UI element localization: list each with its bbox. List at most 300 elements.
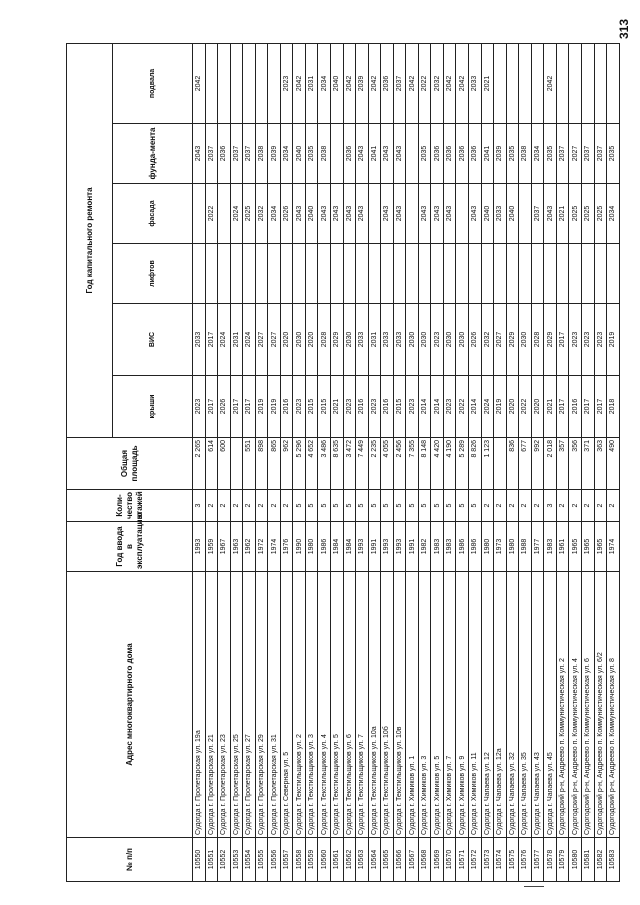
cell-facade bbox=[193, 184, 206, 244]
cell-vis: 2033 bbox=[381, 304, 394, 376]
header-facade: фасада bbox=[113, 184, 193, 244]
cell-basement bbox=[531, 43, 544, 123]
cell-roof: 2018 bbox=[607, 376, 620, 438]
cell-address: Судогда г. Текстильщиков ул. 6 bbox=[343, 572, 356, 838]
cell-year-built: 1986 bbox=[318, 522, 331, 572]
cell-no: 10579 bbox=[556, 838, 569, 882]
table-row bbox=[205, 43, 218, 881]
cell-area: 8 826 bbox=[469, 438, 482, 490]
cell-foundation: 2034 bbox=[280, 124, 293, 184]
cell-area: 4 652 bbox=[305, 438, 318, 490]
cell-no: 10572 bbox=[469, 838, 482, 882]
cell-roof: 2023 bbox=[343, 376, 356, 438]
cell-address: Судогда г. Химиков ул. 3 bbox=[418, 572, 431, 838]
cell-no: 10580 bbox=[569, 838, 582, 882]
cell-floors: 2 bbox=[280, 490, 293, 522]
cell-roof: 2022 bbox=[456, 376, 469, 438]
cell-roof: 2024 bbox=[481, 376, 494, 438]
cell-roof: 2023 bbox=[368, 376, 381, 438]
cell-basement: 2039 bbox=[356, 43, 369, 123]
cell-elevators bbox=[569, 244, 582, 304]
cell-area: 4 190 bbox=[443, 438, 456, 490]
cell-no: 10555 bbox=[255, 838, 268, 882]
table-row bbox=[331, 43, 344, 881]
cell-area: 2 456 bbox=[393, 438, 406, 490]
cell-elevators bbox=[556, 244, 569, 304]
cell-no: 10577 bbox=[531, 838, 544, 882]
cell-floors: 2 bbox=[569, 490, 582, 522]
table-row bbox=[268, 43, 281, 881]
cell-basement: 2023 bbox=[280, 43, 293, 123]
cell-year-built: 1993 bbox=[193, 522, 206, 572]
cell-no: 10570 bbox=[443, 838, 456, 882]
cell-vis: 2024 bbox=[218, 304, 231, 376]
cell-vis: 2033 bbox=[193, 304, 206, 376]
cell-facade: 2026 bbox=[280, 184, 293, 244]
cell-year-built: 1993 bbox=[381, 522, 394, 572]
table-row bbox=[381, 43, 394, 881]
cell-roof: 2026 bbox=[218, 376, 231, 438]
cell-elevators bbox=[293, 244, 306, 304]
cell-area: 5 289 bbox=[456, 438, 469, 490]
table-row bbox=[356, 43, 369, 881]
cell-elevators bbox=[343, 244, 356, 304]
cell-no: 10556 bbox=[268, 838, 281, 882]
cell-foundation: 2037 bbox=[594, 124, 607, 184]
cell-vis: 2030 bbox=[406, 304, 419, 376]
cell-floors: 2 bbox=[255, 490, 268, 522]
cell-address: Судогда г. Чапаева ул. 12 bbox=[481, 572, 494, 838]
cell-vis: 2030 bbox=[443, 304, 456, 376]
cell-floors: 5 bbox=[431, 490, 444, 522]
cell-vis: 2019 bbox=[607, 304, 620, 376]
cell-year-built: 1984 bbox=[331, 522, 344, 572]
cell-facade: 2021 bbox=[556, 184, 569, 244]
cell-address: Судогда г. Текстильщиков ул. 4 bbox=[318, 572, 331, 838]
cell-roof: 2021 bbox=[544, 376, 557, 438]
cell-no: 10566 bbox=[393, 838, 406, 882]
cell-vis: 2023 bbox=[581, 304, 594, 376]
cell-roof: 2022 bbox=[519, 376, 532, 438]
cell-year-built: 1963 bbox=[230, 522, 243, 572]
cell-floors: 2 bbox=[607, 490, 620, 522]
cell-elevators bbox=[268, 244, 281, 304]
cell-facade bbox=[519, 184, 532, 244]
cell-vis: 2030 bbox=[343, 304, 356, 376]
cell-vis: 2023 bbox=[594, 304, 607, 376]
table-row bbox=[243, 43, 256, 881]
cell-floors: 5 bbox=[293, 490, 306, 522]
cell-facade: 2043 bbox=[469, 184, 482, 244]
cell-address: Судогда г. Чапаева ул. 32 bbox=[506, 572, 519, 838]
cell-foundation: 2037 bbox=[230, 124, 243, 184]
cell-year-built: 1984 bbox=[343, 522, 356, 572]
cell-basement: 2040 bbox=[331, 43, 344, 123]
table-row bbox=[255, 43, 268, 881]
cell-address: Судогодский р-н, Андреево п. Коммунистическая ул. 8 bbox=[607, 572, 620, 838]
cell-address: Судогда г. Текстильщиков ул. 10б bbox=[381, 572, 394, 838]
cell-basement: 2032 bbox=[431, 43, 444, 123]
cell-floors: 2 bbox=[594, 490, 607, 522]
cell-year-built: 1962 bbox=[243, 522, 256, 572]
table-row bbox=[531, 43, 544, 881]
cell-foundation: 2039 bbox=[494, 124, 507, 184]
cell-basement: 2037 bbox=[393, 43, 406, 123]
cell-no: 10563 bbox=[356, 838, 369, 882]
cell-no: 10575 bbox=[506, 838, 519, 882]
cell-address: Судогда г. Пролетарская ул. 27 bbox=[243, 572, 256, 838]
table-row bbox=[406, 43, 419, 881]
cell-vis: 2023 bbox=[569, 304, 582, 376]
cell-basement: 2036 bbox=[381, 43, 394, 123]
cell-year-built: 1990 bbox=[293, 522, 306, 572]
cell-elevators bbox=[443, 244, 456, 304]
cell-area: 5 296 bbox=[293, 438, 306, 490]
cell-vis: 2029 bbox=[544, 304, 557, 376]
cell-foundation: 2043 bbox=[381, 124, 394, 184]
cell-address: Судогда г. Химиков ул. 5 bbox=[431, 572, 444, 838]
cell-basement: 2042 bbox=[456, 43, 469, 123]
cell-floors: 2 bbox=[494, 490, 507, 522]
header-vis: ВИС bbox=[113, 304, 193, 376]
cell-elevators bbox=[356, 244, 369, 304]
cell-roof: 2014 bbox=[418, 376, 431, 438]
cell-basement: 2034 bbox=[318, 43, 331, 123]
cell-foundation: 2041 bbox=[481, 124, 494, 184]
cell-roof: 2017 bbox=[205, 376, 218, 438]
cell-floors: 2 bbox=[531, 490, 544, 522]
table-row bbox=[193, 43, 206, 881]
table-row bbox=[456, 43, 469, 881]
cell-year-built: 1965 bbox=[581, 522, 594, 572]
cell-address: Судогда г. Чапаева ул. 12а bbox=[494, 572, 507, 838]
cell-year-built: 1977 bbox=[531, 522, 544, 572]
header-no: № п/п bbox=[67, 838, 193, 882]
cell-elevators bbox=[331, 244, 344, 304]
cell-facade: 2040 bbox=[506, 184, 519, 244]
cell-floors: 3 bbox=[193, 490, 206, 522]
cell-year-built: 1988 bbox=[519, 522, 532, 572]
cell-floors: 5 bbox=[393, 490, 406, 522]
table-row bbox=[218, 43, 231, 881]
cell-facade: 2025 bbox=[581, 184, 594, 244]
cell-no: 10565 bbox=[381, 838, 394, 882]
cell-roof: 2017 bbox=[230, 376, 243, 438]
header-year-built: Год ввода в эксплуатацию bbox=[67, 522, 193, 572]
cell-floors: 2 bbox=[581, 490, 594, 522]
cell-floors: 2 bbox=[268, 490, 281, 522]
cell-roof: 2020 bbox=[531, 376, 544, 438]
cell-address: Судогда г. Текстильщиков ул. 10а bbox=[368, 572, 381, 838]
cell-basement bbox=[506, 43, 519, 123]
cell-vis: 2026 bbox=[469, 304, 482, 376]
cell-basement: 2042 bbox=[293, 43, 306, 123]
cell-basement: 2042 bbox=[406, 43, 419, 123]
cell-area: 551 bbox=[243, 438, 256, 490]
cell-basement bbox=[230, 43, 243, 123]
cell-facade: 2022 bbox=[205, 184, 218, 244]
cell-basement: 2031 bbox=[305, 43, 318, 123]
cell-address: Судогда г. Текстильщиков ул. 5 bbox=[331, 572, 344, 838]
cell-floors: 5 bbox=[331, 490, 344, 522]
cell-year-built: 1967 bbox=[218, 522, 231, 572]
cell-basement: 2033 bbox=[469, 43, 482, 123]
cell-facade: 2043 bbox=[418, 184, 431, 244]
cell-elevators bbox=[393, 244, 406, 304]
table-row bbox=[280, 43, 293, 881]
cell-vis: 2023 bbox=[431, 304, 444, 376]
cell-facade: 2032 bbox=[255, 184, 268, 244]
cell-facade: 2043 bbox=[343, 184, 356, 244]
cell-floors: 5 bbox=[418, 490, 431, 522]
cell-roof: 2017 bbox=[594, 376, 607, 438]
cell-address: Судогда г. Химиков ул. 9 bbox=[456, 572, 469, 838]
cell-vis: 2028 bbox=[318, 304, 331, 376]
cell-vis: 2027 bbox=[268, 304, 281, 376]
cell-area: 490 bbox=[607, 438, 620, 490]
cell-vis: 2032 bbox=[481, 304, 494, 376]
cell-area bbox=[230, 438, 243, 490]
cell-address: Судогда г. Пролетарская ул. 25 bbox=[230, 572, 243, 838]
cell-facade: 2043 bbox=[393, 184, 406, 244]
cell-foundation: 2035 bbox=[544, 124, 557, 184]
table-row bbox=[519, 43, 532, 881]
cell-foundation: 2038 bbox=[318, 124, 331, 184]
cell-foundation bbox=[331, 124, 344, 184]
cell-vis: 2029 bbox=[506, 304, 519, 376]
cell-facade: 2034 bbox=[268, 184, 281, 244]
cell-year-built: 1976 bbox=[280, 522, 293, 572]
cell-roof: 2015 bbox=[393, 376, 406, 438]
cell-year-built: 1965 bbox=[569, 522, 582, 572]
cell-year-built: 1991 bbox=[368, 522, 381, 572]
cell-facade: 2034 bbox=[607, 184, 620, 244]
cell-area: 7 355 bbox=[406, 438, 419, 490]
cell-foundation: 2036 bbox=[431, 124, 444, 184]
cell-roof: 2023 bbox=[443, 376, 456, 438]
table-row bbox=[305, 43, 318, 881]
cell-year-built: 1980 bbox=[481, 522, 494, 572]
cell-foundation: 2035 bbox=[607, 124, 620, 184]
cell-vis: 2033 bbox=[356, 304, 369, 376]
cell-facade bbox=[368, 184, 381, 244]
cell-area: 962 bbox=[280, 438, 293, 490]
cell-facade: 2024 bbox=[230, 184, 243, 244]
cell-year-built: 1980 bbox=[506, 522, 519, 572]
cell-basement bbox=[268, 43, 281, 123]
cell-address: Судогда г. Чапаева ул. 45 bbox=[544, 572, 557, 838]
cell-roof: 2014 bbox=[469, 376, 482, 438]
cell-basement: 2022 bbox=[418, 43, 431, 123]
cell-year-built: 1965 bbox=[594, 522, 607, 572]
cell-foundation: 2036 bbox=[469, 124, 482, 184]
cell-elevators bbox=[607, 244, 620, 304]
cell-facade: 2043 bbox=[293, 184, 306, 244]
cell-vis: 2030 bbox=[293, 304, 306, 376]
cell-elevators bbox=[368, 244, 381, 304]
cell-facade: 2025 bbox=[569, 184, 582, 244]
cell-facade: 2043 bbox=[381, 184, 394, 244]
cell-elevators bbox=[494, 244, 507, 304]
cell-roof: 2015 bbox=[305, 376, 318, 438]
cell-elevators bbox=[456, 244, 469, 304]
cell-roof: 2016 bbox=[280, 376, 293, 438]
cell-facade: 2025 bbox=[243, 184, 256, 244]
cell-foundation: 2027 bbox=[569, 124, 582, 184]
cell-area: 3 472 bbox=[343, 438, 356, 490]
cell-area: 600 bbox=[218, 438, 231, 490]
cell-roof: 2019 bbox=[494, 376, 507, 438]
cell-elevators bbox=[193, 244, 206, 304]
cell-foundation: 2035 bbox=[506, 124, 519, 184]
header-area: Общая площадь bbox=[67, 438, 193, 490]
cell-no: 10583 bbox=[607, 838, 620, 882]
cell-basement: 2021 bbox=[481, 43, 494, 123]
cell-elevators bbox=[243, 244, 256, 304]
cell-facade bbox=[406, 184, 419, 244]
cell-vis: 2029 bbox=[331, 304, 344, 376]
cell-foundation bbox=[406, 124, 419, 184]
cell-floors: 5 bbox=[318, 490, 331, 522]
cell-year-built: 1974 bbox=[268, 522, 281, 572]
cell-facade: 2025 bbox=[594, 184, 607, 244]
table-row bbox=[569, 43, 582, 881]
cell-foundation: 2043 bbox=[393, 124, 406, 184]
cell-foundation: 2037 bbox=[556, 124, 569, 184]
cell-no: 10559 bbox=[305, 838, 318, 882]
header-repair-group: Год капитального ремонта bbox=[67, 43, 113, 437]
cell-vis: 2017 bbox=[205, 304, 218, 376]
table-body bbox=[193, 43, 620, 881]
cell-address: Судогодский р-н, Андреево п. Коммунистическая ул. 6 bbox=[581, 572, 594, 838]
cell-facade: 2043 bbox=[356, 184, 369, 244]
cell-facade bbox=[456, 184, 469, 244]
cell-address: Судогда г. Химиков ул. 7 bbox=[443, 572, 456, 838]
cell-basement bbox=[218, 43, 231, 123]
cell-floors: 5 bbox=[356, 490, 369, 522]
cell-address: Судогда г. Пролетарская ул. 19а bbox=[193, 572, 206, 838]
cell-foundation: 2036 bbox=[218, 124, 231, 184]
cell-roof: 2017 bbox=[556, 376, 569, 438]
cell-foundation: 2036 bbox=[456, 124, 469, 184]
cell-elevators bbox=[418, 244, 431, 304]
cell-area: 677 bbox=[519, 438, 532, 490]
cell-elevators bbox=[406, 244, 419, 304]
cell-floors: 5 bbox=[343, 490, 356, 522]
cell-year-built: 1982 bbox=[418, 522, 431, 572]
cell-address: Судогда г. Химиков ул. 1 bbox=[406, 572, 419, 838]
cell-basement bbox=[581, 43, 594, 123]
cell-area: 371 bbox=[581, 438, 594, 490]
cell-area: 7 449 bbox=[356, 438, 369, 490]
cell-roof: 2015 bbox=[318, 376, 331, 438]
cell-roof: 2017 bbox=[581, 376, 594, 438]
cell-foundation: 2036 bbox=[343, 124, 356, 184]
table-row bbox=[431, 43, 444, 881]
cell-vis: 2030 bbox=[456, 304, 469, 376]
cell-facade: 2043 bbox=[544, 184, 557, 244]
table-row bbox=[607, 43, 620, 881]
repair-schedule-table bbox=[66, 43, 620, 882]
cell-area: 8 635 bbox=[331, 438, 344, 490]
table-row bbox=[393, 43, 406, 881]
cell-vis: 2030 bbox=[418, 304, 431, 376]
cell-basement: 2042 bbox=[343, 43, 356, 123]
cell-elevators bbox=[531, 244, 544, 304]
cell-no: 10550 bbox=[193, 838, 206, 882]
table-row bbox=[494, 43, 507, 881]
cell-no: 10571 bbox=[456, 838, 469, 882]
cell-facade: 2033 bbox=[494, 184, 507, 244]
cell-address: Судогда г. Пролетарская ул. 21 bbox=[205, 572, 218, 838]
cell-basement: 2042 bbox=[443, 43, 456, 123]
table-row bbox=[230, 43, 243, 881]
table-row bbox=[418, 43, 431, 881]
cell-area: 4 420 bbox=[431, 438, 444, 490]
cell-year-built: 1972 bbox=[255, 522, 268, 572]
cell-elevators bbox=[205, 244, 218, 304]
cell-no: 10578 bbox=[544, 838, 557, 882]
header-elevators: лифтов bbox=[113, 244, 193, 304]
cell-no: 10569 bbox=[431, 838, 444, 882]
cell-no: 10560 bbox=[318, 838, 331, 882]
cell-floors: 2 bbox=[243, 490, 256, 522]
cell-no: 10554 bbox=[243, 838, 256, 882]
cell-basement bbox=[519, 43, 532, 123]
cell-elevators bbox=[431, 244, 444, 304]
cell-floors: 2 bbox=[556, 490, 569, 522]
table-row bbox=[556, 43, 569, 881]
cell-basement bbox=[243, 43, 256, 123]
cell-area: 8 148 bbox=[418, 438, 431, 490]
cell-no: 10557 bbox=[280, 838, 293, 882]
cell-floors: 5 bbox=[305, 490, 318, 522]
cell-foundation: 2035 bbox=[305, 124, 318, 184]
cell-year-built: 1986 bbox=[469, 522, 482, 572]
cell-elevators bbox=[581, 244, 594, 304]
cell-foundation: 2037 bbox=[581, 124, 594, 184]
cell-address: Судогда г. Пролетарская ул. 31 bbox=[268, 572, 281, 838]
cell-year-built: 1993 bbox=[393, 522, 406, 572]
cell-elevators bbox=[469, 244, 482, 304]
cell-basement bbox=[205, 43, 218, 123]
cell-elevators bbox=[544, 244, 557, 304]
cell-roof: 2023 bbox=[193, 376, 206, 438]
header-address: Адрес многоквартирного дома bbox=[67, 572, 193, 838]
cell-address: Судогда г. Пролетарская ул. 29 bbox=[255, 572, 268, 838]
cell-foundation: 2036 bbox=[443, 124, 456, 184]
cell-no: 10552 bbox=[218, 838, 231, 882]
cell-floors: 2 bbox=[519, 490, 532, 522]
cell-area: 363 bbox=[594, 438, 607, 490]
cell-vis: 2024 bbox=[243, 304, 256, 376]
cell-foundation: 2034 bbox=[531, 124, 544, 184]
cell-roof: 2016 bbox=[569, 376, 582, 438]
cell-address: Судогда г. Текстильщиков ул. 7 bbox=[356, 572, 369, 838]
cell-roof: 2020 bbox=[506, 376, 519, 438]
cell-facade: 2037 bbox=[531, 184, 544, 244]
cell-vis: 2031 bbox=[368, 304, 381, 376]
cell-area: 865 bbox=[268, 438, 281, 490]
cell-foundation: 2041 bbox=[368, 124, 381, 184]
cell-facade bbox=[218, 184, 231, 244]
cell-area: 836 bbox=[506, 438, 519, 490]
cell-no: 10581 bbox=[581, 838, 594, 882]
table-row bbox=[469, 43, 482, 881]
cell-floors: 2 bbox=[230, 490, 243, 522]
cell-area: 2 235 bbox=[368, 438, 381, 490]
table-row bbox=[443, 43, 456, 881]
